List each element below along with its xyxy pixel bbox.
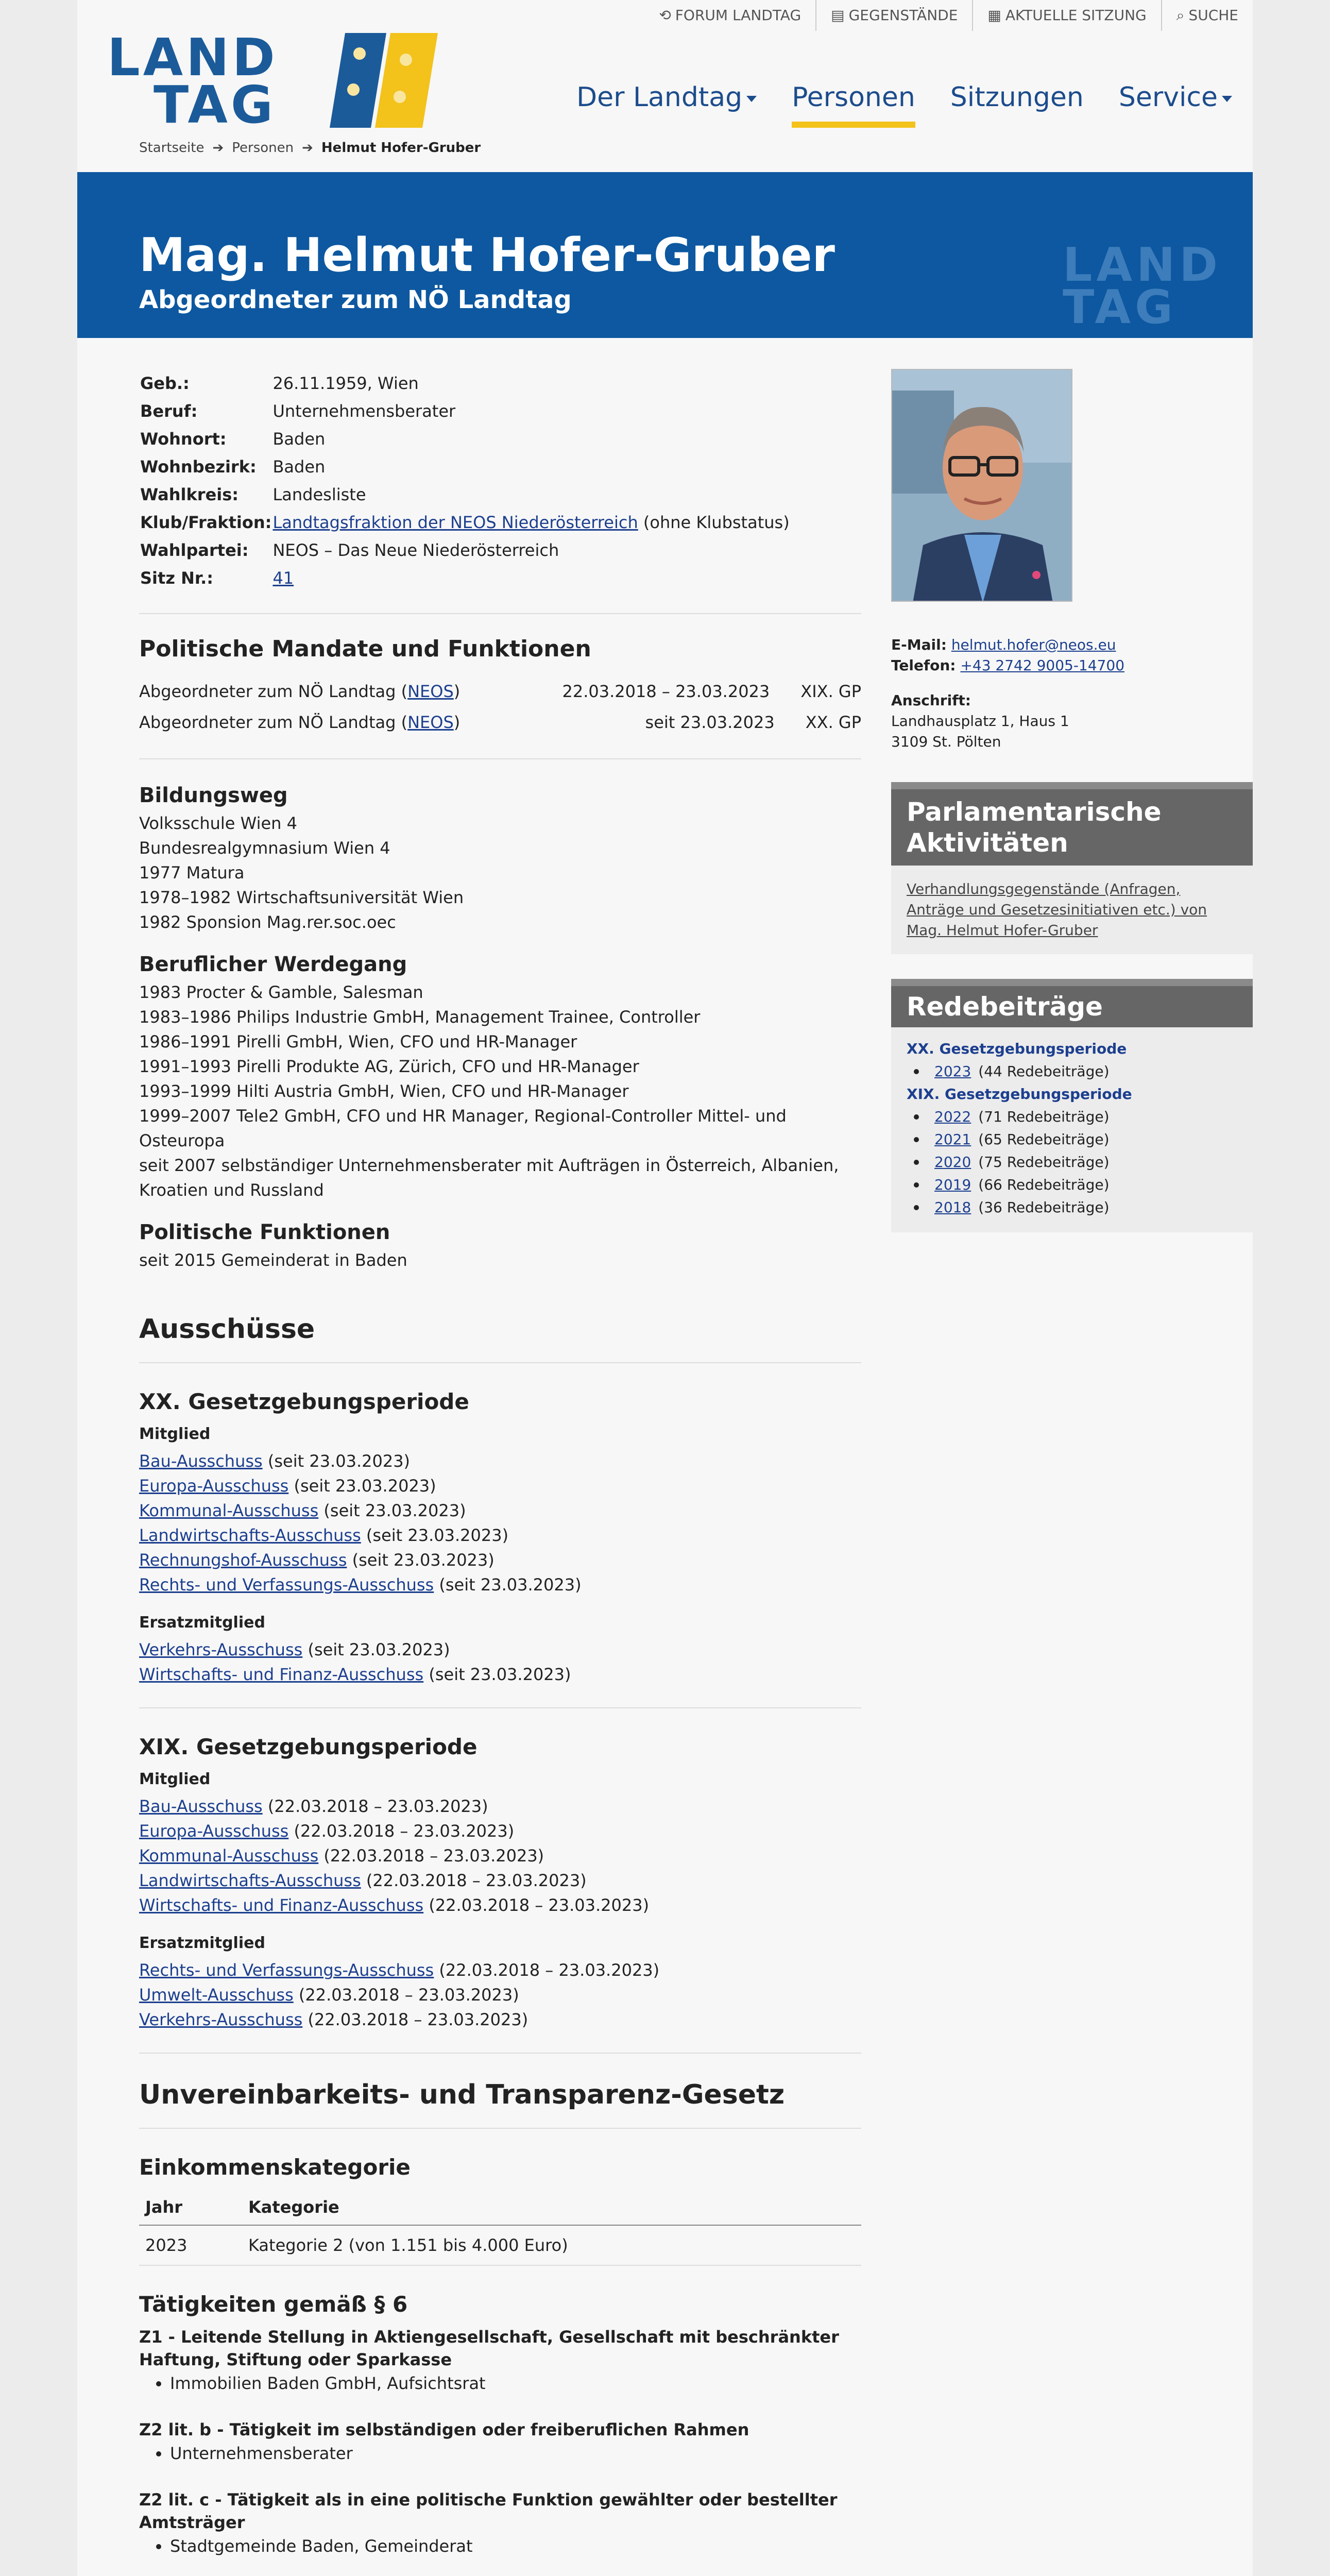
value-klub: Landtagsfraktion der NEOS Niederösterreich (ohne Klubstatus) [272, 513, 790, 532]
gp19-ersatz-label: Ersatzmitglied [139, 1934, 265, 1952]
list-item: Volksschule Wien 4 [139, 814, 297, 833]
label-geb: Geb.: [140, 374, 190, 393]
value-beruf: Unternehmensberater [272, 401, 456, 421]
einkommen-table [139, 2190, 861, 2266]
top-utility-bar [644, 0, 1253, 31]
sitz-link[interactable]: 41 [272, 568, 294, 588]
nav-sitzungen[interactable]: Sitzungen [950, 82, 1084, 113]
committee-link[interactable]: Kommunal-Ausschuss [139, 1846, 319, 1866]
gp20-ersatz-label: Ersatzmitglied [139, 1614, 265, 1632]
search-icon: ⌕ [1176, 7, 1185, 24]
list-item: Verkehrs-Ausschuss (22.03.2018 – 23.03.2023) [139, 2010, 528, 2029]
z1-heading: Z1 - Leitende Stellung in Aktiengesellschaft, Gesellschaft mit beschränkter Haftung, Stiftung oder Sparkasse [139, 2327, 839, 2369]
list-item: Kommunal-Ausschuss (22.03.2018 – 23.03.2023) [139, 1846, 544, 1866]
arrow-right-icon: ➔ [212, 140, 224, 156]
year-link[interactable]: 2020 [934, 1154, 971, 1171]
list-item: 2019 (66 Redebeiträge) [929, 1174, 1237, 1196]
bildung-title: Bildungsweg [139, 784, 288, 807]
label-wohnort: Wohnort: [140, 429, 227, 449]
z2b-list [170, 2441, 861, 2466]
portrait-photo [891, 369, 1072, 602]
page-subtitle: Abgeordneter zum NÖ Landtag [139, 285, 572, 314]
year-link[interactable]: 2022 [934, 1108, 971, 1125]
value-wahlkreis: Landesliste [272, 485, 366, 504]
committee-link[interactable]: Kommunal-Ausschuss [139, 1501, 319, 1520]
beruf-list [139, 980, 861, 1202]
list-item: 1993–1999 Hilti Austria GmbH, Wien, CFO und HR-Manager [139, 1081, 629, 1101]
committee-link[interactable]: Wirtschafts- und Finanz-Ausschuss [139, 1665, 424, 1684]
committee-link[interactable]: Europa-Ausschuss [139, 1821, 289, 1841]
committee-link[interactable]: Landwirtschafts-Ausschuss [139, 1871, 361, 1890]
hero-banner [77, 172, 1253, 338]
gp20-ersatz-list [139, 1637, 861, 1687]
breadcrumb-current: Helmut Hofer-Gruber [321, 140, 481, 156]
z2b-heading: Z2 lit. b - Tätigkeit im selbständigen oder freiberuflichen Rahmen [139, 2420, 749, 2439]
list-item: • Unternehmensberater [170, 2441, 861, 2466]
value-sitz [272, 565, 789, 591]
einkommen-title: Einkommenskategorie [139, 2155, 411, 2180]
committee-link[interactable]: Rechts- und Verfassungs-Ausschuss [139, 1960, 434, 1980]
list-item: Bundesrealgymnasium Wien 4 [139, 838, 390, 858]
committee-link[interactable]: Bau-Ausschuss [139, 1797, 263, 1816]
list-item: Rechts- und Verfassungs-Ausschuss (seit 23.03.2023) [139, 1575, 582, 1595]
breadcrumb [139, 138, 481, 158]
list-item: Landwirtschafts-Ausschuss (22.03.2018 – 23.03.2023) [139, 1871, 587, 1890]
calendar-icon: ▦ [987, 7, 1001, 24]
table-row: 2023 Kategorie 2 (von 1.151 bis 4.000 Euro) [139, 2225, 861, 2265]
page-title: Mag. Helmut Hofer-Gruber [139, 228, 835, 282]
year-link[interactable]: 2023 [934, 1063, 971, 1080]
committee-link[interactable]: Landwirtschafts-Ausschuss [139, 1526, 361, 1545]
committee-link[interactable]: Bau-Ausschuss [139, 1451, 263, 1471]
gp19-title: XIX. Gesetzgebungsperiode [139, 1734, 478, 1759]
divider [139, 1362, 861, 1363]
list-item: Verkehrs-Ausschuss (seit 23.03.2023) [139, 1640, 450, 1659]
list-item: Bau-Ausschuss (22.03.2018 – 23.03.2023) [139, 1797, 488, 1816]
bildung-list [139, 811, 861, 935]
label-klub: Klub/Fraktion: [140, 513, 272, 532]
landtag-logo[interactable] [107, 27, 437, 135]
list-item: Wirtschafts- und Finanz-Ausschuss (seit 23.03.2023) [139, 1665, 571, 1684]
ausschuesse-title: Ausschüsse [139, 1314, 315, 1345]
divider [139, 1707, 861, 1708]
logo-line-1: LAND [107, 27, 278, 88]
list-item: 1983–1986 Philips Industrie GmbH, Management Trainee, Controller [139, 1007, 701, 1027]
divider [139, 758, 861, 759]
nav-service[interactable]: Service [1119, 77, 1232, 128]
list-item: 1977 Matura [139, 863, 245, 883]
year-link[interactable]: 2021 [934, 1131, 971, 1148]
redebeitraege-box [891, 979, 1253, 1232]
logo-line-2: TAG [154, 75, 276, 135]
klub-link[interactable]: Landtagsfraktion der NEOS Niederösterreich [272, 513, 638, 532]
page [77, 0, 1253, 2576]
gp20-title: XX. Gesetzgebungsperiode [139, 1389, 469, 1414]
committee-link[interactable]: Europa-Ausschuss [139, 1476, 289, 1496]
address-line: Landhausplatz 1, Haus 1 [891, 713, 1069, 730]
profile-table [139, 369, 791, 592]
gp19-mitglied-list [139, 1794, 861, 1918]
utg-title: Unvereinbarkeits- und Transparenz-Gesetz [139, 2079, 785, 2110]
label-wahlkreis: Wahlkreis: [140, 485, 239, 504]
list-item: Rechts- und Verfassungs-Ausschuss (22.03.2018 – 23.03.2023) [139, 1960, 660, 1980]
address-line: 3109 St. Pölten [891, 733, 1001, 750]
nav-personen[interactable]: Personen [792, 77, 915, 128]
taetigkeiten-title: Tätigkeiten gemäß § 6 [139, 2292, 408, 2317]
list-item: Rechnungshof-Ausschuss (seit 23.03.2023) [139, 1550, 495, 1570]
email-link[interactable]: helmut.hofer@neos.eu [951, 636, 1116, 653]
list-item: Bau-Ausschuss (seit 23.03.2023) [139, 1451, 411, 1471]
value-wohnort: Baden [272, 429, 326, 449]
portrait-image [892, 370, 1072, 602]
list-item: 1982 Sponsion Mag.rer.soc.oec [139, 912, 396, 932]
divider [139, 613, 861, 614]
value-geb: 26.11.1959, Wien [272, 374, 419, 393]
list-item: Wirtschafts- und Finanz-Ausschuss (22.03.2018 – 23.03.2023) [139, 1895, 650, 1915]
committee-link[interactable]: Verkehrs-Ausschuss [139, 1640, 303, 1659]
label-sitz: Sitz Nr.: [140, 568, 214, 588]
list-item: 1986–1991 Pirelli GmbH, Wien, CFO und HR-Manager [139, 1032, 577, 1052]
z1-list [170, 2371, 861, 2396]
verhandlungsgegenstaende-link[interactable]: Verhandlungsgegenstände (Anfragen, Anträge und Gesetzesinitiativen etc.) von Mag. Helmut Hofer-Gruber [907, 880, 1207, 939]
phone-link[interactable]: +43 2742 9005-14700 [960, 657, 1125, 674]
gp19-mitglied-label: Mitglied [139, 1770, 211, 1788]
hero-watermark-logo: LAND TAG [1062, 238, 1222, 334]
value-wohnbezirk: Baden [272, 457, 326, 477]
sidebar [891, 369, 1253, 1232]
parlamentarische-box [891, 782, 1253, 954]
value-wahlpartei: NEOS – Das Neue Niederösterreich [272, 540, 559, 560]
contact-block: E-Mail: helmut.hofer@neos.eu Telefon: +43 2742 9005-14700 Anschrift: Landhausplatz 1, Haus 1 3109 St. Pölten [891, 635, 1253, 752]
year-link[interactable]: 2018 [934, 1199, 971, 1216]
list-item: seit 2007 selbständiger Unternehmensberater mit Aufträgen in Österreich, Albanien, Kroatien und Russland [139, 1156, 839, 1200]
list-item: • Immobilien Baden GmbH, Aufsichtsrat [170, 2371, 861, 2396]
polfunk-list [139, 1248, 861, 1273]
period-heading: XIX. Gesetzgebungsperiode [907, 1086, 1132, 1103]
z2c-heading: Z2 lit. c - Tätigkeit als in eine politische Funktion gewählter oder bestellter Amtsträger [139, 2490, 838, 2532]
committee-link[interactable]: Rechnungshof-Ausschuss [139, 1550, 347, 1570]
list-item: Europa-Ausschuss (seit 23.03.2023) [139, 1476, 436, 1496]
label-wohnbezirk: Wohnbezirk: [140, 457, 257, 477]
list-item: Europa-Ausschuss (22.03.2018 – 23.03.2023) [139, 1821, 515, 1841]
caret-down-icon [746, 96, 757, 102]
mandate-row: Abgeordneter zum NÖ Landtag (NEOS) seit 23.03.2023 XX. GP [139, 713, 861, 732]
column-header: Kategorie [242, 2190, 861, 2225]
year-link[interactable]: 2019 [934, 1176, 971, 1193]
list-item: Landwirtschafts-Ausschuss (seit 23.03.2023) [139, 1526, 509, 1545]
caret-down-icon [1222, 96, 1232, 102]
label-beruf: Beruf: [140, 401, 198, 421]
beruf-title: Beruflicher Werdegang [139, 953, 407, 976]
main-navigation [576, 77, 1232, 128]
gp20-mitglied-label: Mitglied [139, 1425, 211, 1443]
divider [139, 2128, 861, 2129]
neos-link[interactable]: NEOS [407, 682, 454, 701]
list-item: • Stadtgemeinde Baden, Gemeinderat [170, 2534, 861, 2558]
period-heading: XX. Gesetzgebungsperiode [907, 1040, 1127, 1057]
mandate-title: Politische Mandate und Funktionen [139, 636, 591, 662]
redebeitraege-title: Redebeiträge [891, 979, 1253, 1027]
breadcrumb-personen[interactable]: Personen [232, 140, 294, 156]
main-content [139, 369, 861, 2576]
list-item: 1978–1982 Wirtschaftsuniversität Wien [139, 888, 464, 907]
list-item: 1991–1993 Pirelli Produkte AG, Zürich, CFO und HR-Manager [139, 1057, 639, 1076]
logo-flag-icon [330, 33, 438, 128]
polfunk-title: Politische Funktionen [139, 1221, 390, 1244]
forum-icon: ⟲ [659, 7, 671, 24]
column-header: Jahr [139, 2190, 242, 2225]
breadcrumb-startseite[interactable]: Startseite [139, 140, 204, 156]
arrow-right-icon: ➔ [302, 140, 313, 156]
committee-link[interactable]: Wirtschafts- und Finanz-Ausschuss [139, 1895, 424, 1915]
list-item: 2018 (36 Redebeiträge) [929, 1196, 1237, 1219]
gp19-ersatz-list [139, 1958, 861, 2032]
gp20-mitglied-list [139, 1449, 861, 1597]
list-item: 2023 (44 Redebeiträge) [929, 1060, 1237, 1083]
committee-link[interactable]: Rechts- und Verfassungs-Ausschuss [139, 1575, 434, 1595]
list-item: 1983 Procter & Gamble, Salesman [139, 982, 423, 1002]
gegenstaende-link[interactable]: ▤ GEGENSTÄNDE [815, 0, 972, 31]
forum-landtag-link[interactable]: ⟲ FORUM LANDTAG [644, 0, 815, 31]
list-item: Kommunal-Ausschuss (seit 23.03.2023) [139, 1501, 466, 1520]
nav-der-landtag[interactable]: Der Landtag [576, 77, 757, 128]
list-item: 2020 (75 Redebeiträge) [929, 1151, 1237, 1174]
committee-link[interactable]: Umwelt-Ausschuss [139, 1985, 294, 2005]
list-item: seit 2015 Gemeinderat in Baden [139, 1250, 407, 1270]
search-link[interactable]: ⌕ SUCHE [1161, 0, 1253, 31]
document-icon: ▤ [831, 7, 845, 24]
mandate-row: Abgeordneter zum NÖ Landtag (NEOS) 22.03.2018 – 23.03.2023 XIX. GP [139, 682, 861, 701]
list-item: 2022 (71 Redebeiträge) [929, 1106, 1237, 1128]
list-item: 2021 (65 Redebeiträge) [929, 1128, 1237, 1151]
parlamentarische-title: Parlamentarische Aktivitäten [891, 782, 1253, 866]
mandate-section [139, 635, 861, 738]
list-item: Umwelt-Ausschuss (22.03.2018 – 23.03.2023) [139, 1985, 519, 2005]
list-item: 1999–2007 Tele2 GmbH, CFO und HR Manager, Regional-Controller Mittel- und Osteuropa [139, 1106, 787, 1150]
committee-link[interactable]: Verkehrs-Ausschuss [139, 2010, 303, 2029]
label-wahlpartei: Wahlpartei: [140, 540, 249, 560]
z2c-list [170, 2534, 861, 2558]
divider [139, 2053, 861, 2054]
aktuelle-sitzung-link[interactable]: ▦ AKTUELLE SITZUNG [972, 0, 1161, 31]
neos-link[interactable]: NEOS [407, 713, 454, 732]
